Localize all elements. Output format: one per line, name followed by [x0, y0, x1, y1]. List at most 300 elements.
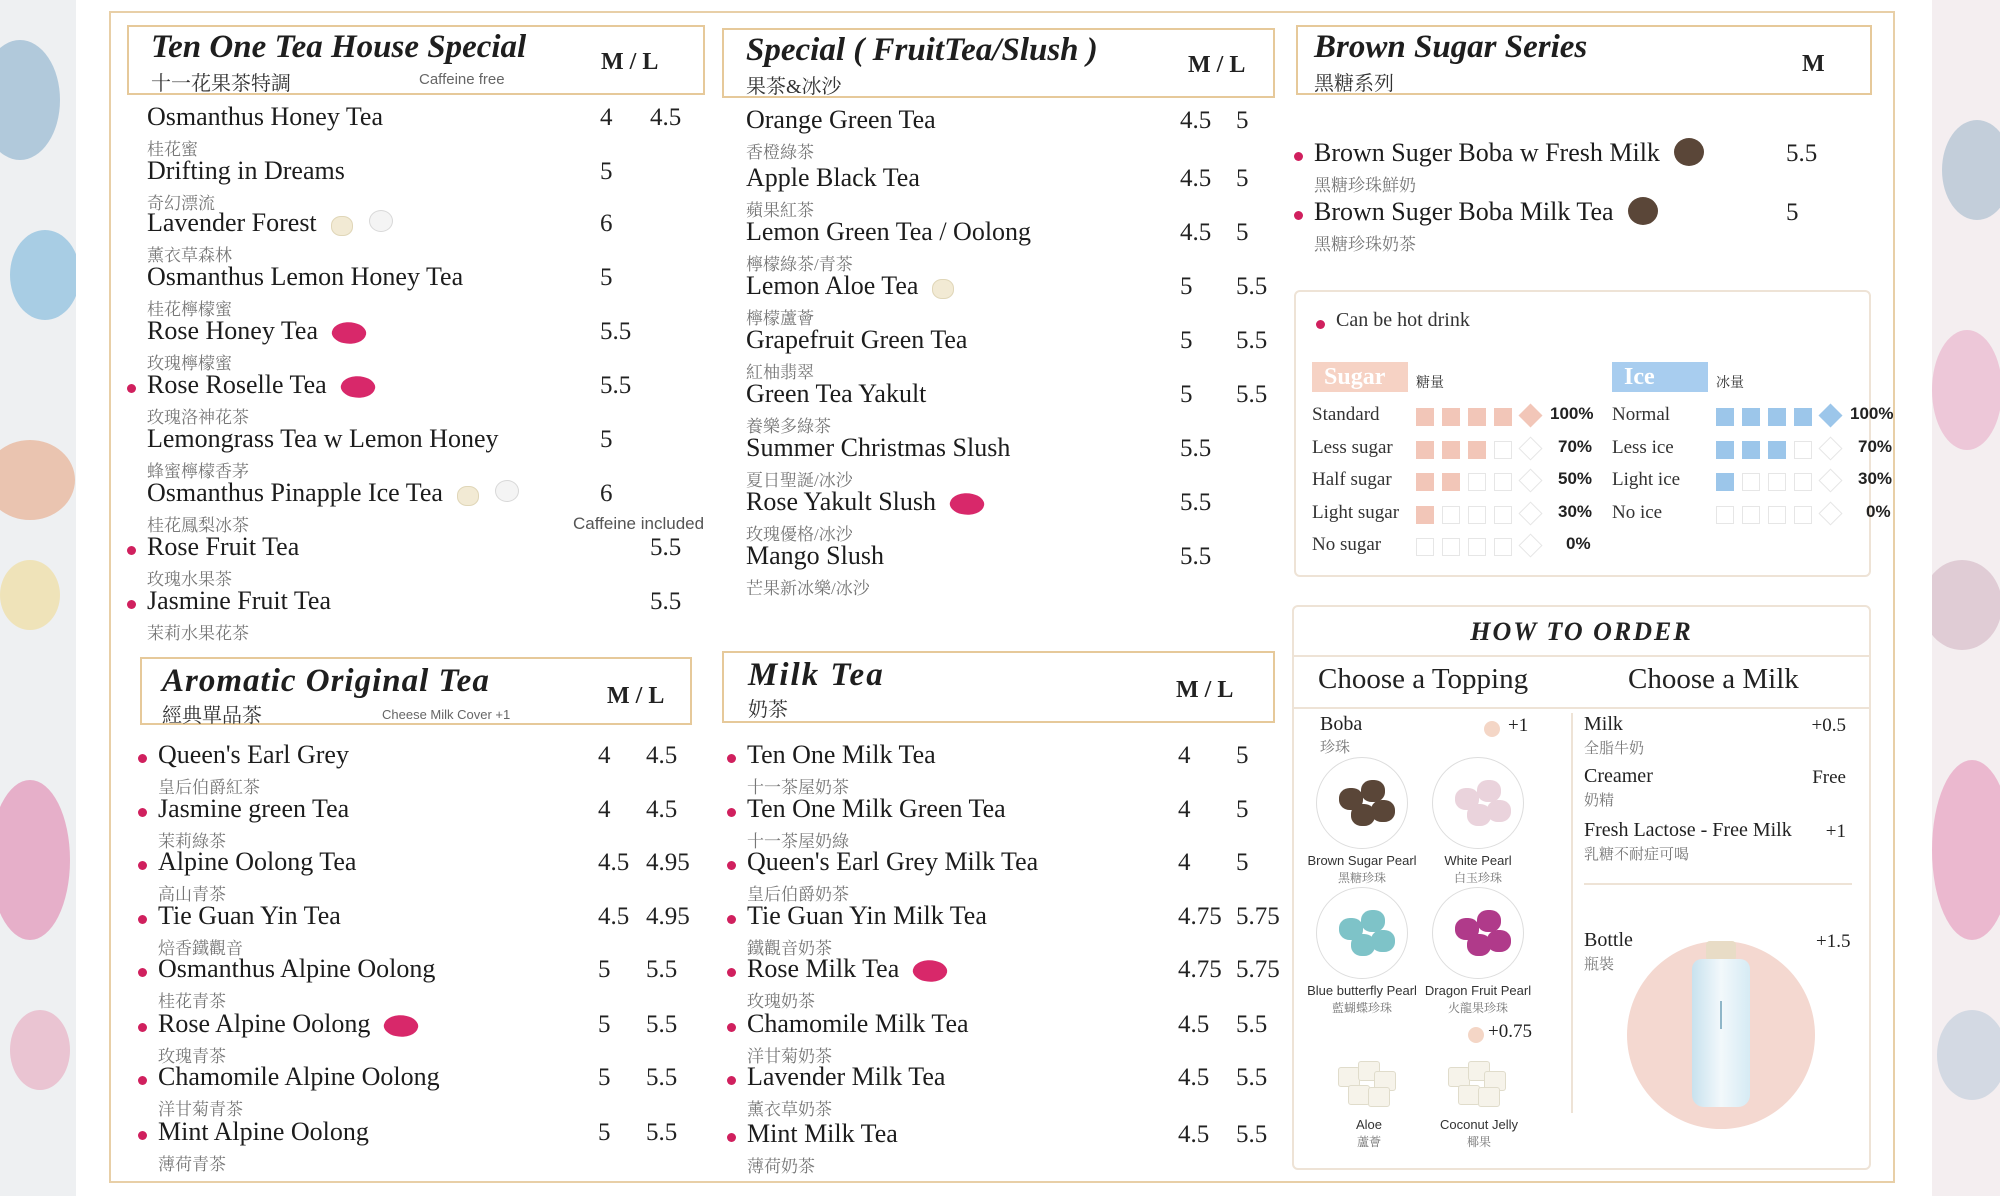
- item-chinese-name: 薄荷青茶: [158, 1155, 226, 1174]
- menu-item: [747, 1009, 1307, 1066]
- level-square: [1442, 506, 1460, 524]
- item-chinese-name: 茉莉水果花茶: [147, 624, 249, 643]
- item-name: Lavender Milk Tea: [747, 1062, 946, 1091]
- milk-option[interactable]: [1584, 819, 1854, 865]
- jelly-image[interactable]: [1444, 1057, 1514, 1113]
- item-name: Chamomile Alpine Oolong: [158, 1062, 440, 1091]
- ice-tag: [1612, 362, 1708, 392]
- level-square: [1468, 538, 1486, 556]
- pearl-shape: [1487, 930, 1511, 952]
- price-large: 5.5: [1236, 1064, 1268, 1091]
- hot-drink-dot: [127, 600, 136, 609]
- item-chinese-name: 皇后伯爵紅茶: [158, 778, 260, 797]
- level-row: [1312, 437, 1593, 461]
- price-large: 5.5: [1236, 1011, 1268, 1038]
- menu-item: [147, 262, 707, 319]
- level-square: [1468, 441, 1486, 459]
- pearl-shape: [1371, 930, 1395, 952]
- menu-item: [1314, 197, 1874, 254]
- milk-name: Milk: [1584, 713, 1623, 735]
- item-name: Rose Fruit Tea: [147, 532, 300, 561]
- jelly-cube: [1338, 1067, 1360, 1087]
- item-name: Lavender Forest: [147, 208, 317, 237]
- level-square: [1742, 408, 1760, 426]
- item-name: Tie Guan Yin Tea: [158, 901, 341, 930]
- hot-drink-dot: [727, 754, 736, 763]
- item-name: Osmanthus Lemon Honey Tea: [147, 262, 464, 291]
- level-square: [1768, 473, 1786, 491]
- level-square: [1794, 473, 1812, 491]
- order-vertical-divider: [1571, 713, 1573, 1113]
- ice-tag-label: Ice: [1624, 364, 1655, 390]
- item-name: Osmanthus Alpine Oolong: [158, 954, 436, 983]
- price-large: 5: [1236, 107, 1249, 134]
- aloe-icon: [932, 279, 954, 299]
- price-large: 5.5: [646, 1064, 678, 1091]
- price-large: 4.5: [646, 742, 678, 769]
- hot-drink-dot: [727, 808, 736, 817]
- menu-item: [747, 901, 1307, 958]
- item-chinese-name: 奇幻漂流: [147, 194, 215, 213]
- level-diamond: [1818, 403, 1842, 427]
- rose-petal-icon: [339, 373, 377, 402]
- price-medium: 4: [600, 104, 613, 131]
- menu-item: [158, 1062, 718, 1119]
- item-chinese-name: 芒果新冰樂/冰沙: [746, 579, 870, 598]
- item-name: Orange Green Tea: [746, 105, 936, 134]
- jelly-cube: [1448, 1067, 1470, 1087]
- price-medium: 4: [1178, 796, 1191, 823]
- level-row: [1612, 469, 1893, 493]
- level-square: [1416, 538, 1434, 556]
- level-square: [1794, 441, 1812, 459]
- topping-chinese-name: 藍蝴蝶珍珠: [1331, 1001, 1392, 1015]
- menu-item: [746, 541, 1306, 598]
- level-label: Light ice: [1612, 469, 1681, 490]
- jelly-cube: [1348, 1085, 1370, 1105]
- item-chinese-name: 桂花蜜: [147, 140, 198, 159]
- milk-option[interactable]: [1584, 765, 1854, 811]
- menu-item: [746, 379, 1306, 436]
- level-diamond: [1818, 436, 1842, 460]
- price-large: 5.5: [1236, 327, 1268, 354]
- level-percent: 50%: [1558, 469, 1593, 488]
- price-medium: 5: [1786, 199, 1799, 226]
- item-chinese-name: 玫瑰青茶: [158, 1047, 226, 1066]
- level-square: [1442, 473, 1460, 491]
- level-label: Less ice: [1612, 437, 1674, 458]
- item-chinese-name: 玫瑰奶茶: [747, 992, 815, 1011]
- heading-underline: [1294, 707, 1869, 709]
- item-name: Rose Alpine Oolong: [158, 1009, 371, 1038]
- level-label: Half sugar: [1312, 469, 1392, 490]
- boba-price: +1: [1508, 715, 1529, 736]
- price-medium: 5.5: [1180, 543, 1212, 570]
- hot-drink-dot: [727, 1133, 736, 1142]
- item-name: Drifting in Dreams: [147, 156, 345, 185]
- price-medium: 5: [1180, 273, 1193, 300]
- price-medium: 5.5: [600, 372, 632, 399]
- jelly-cube: [1478, 1087, 1500, 1107]
- price-medium: 4.75: [1178, 903, 1222, 930]
- price-medium: 5: [598, 1011, 611, 1038]
- sugar-cn: 糖量: [1416, 376, 1444, 391]
- bottle-price: +1.5: [1816, 931, 1851, 952]
- item-chinese-name: 玫瑰水果茶: [147, 570, 232, 589]
- level-square: [1794, 506, 1812, 524]
- hot-drink-dot: [138, 968, 147, 977]
- level-square: [1742, 506, 1760, 524]
- menu-item: [746, 105, 1306, 162]
- menu-item: [147, 586, 707, 643]
- item-chinese-name: 黑糖珍珠奶茶: [1314, 235, 1416, 254]
- topping-heading: Choose a Topping: [1318, 663, 1529, 695]
- hot-drink-dot: [138, 808, 147, 817]
- jelly-cube: [1368, 1087, 1390, 1107]
- hot-drink-dot: [727, 1076, 736, 1085]
- item-chinese-name: 桂花檸檬蜜: [147, 300, 232, 319]
- bottle-name: Bottle: [1584, 929, 1633, 951]
- item-name: Osmanthus Honey Tea: [147, 102, 383, 131]
- jelly-chinese-name: 蘆薈: [1356, 1135, 1381, 1149]
- menu-item: [746, 217, 1306, 274]
- pearl-shape: [1371, 800, 1395, 822]
- level-row: [1312, 404, 1594, 428]
- menu-item: [747, 1119, 1307, 1176]
- menu-item: [147, 424, 707, 481]
- pearl-icon: [369, 210, 393, 232]
- boba-label: Boba: [1320, 713, 1363, 735]
- level-percent: 0%: [1566, 534, 1591, 553]
- level-percent: 30%: [1858, 469, 1893, 488]
- level-diamond: [1518, 436, 1542, 460]
- topping-name: Blue butterfly Pearl: [1307, 983, 1417, 998]
- hot-drink-dot: [727, 968, 736, 977]
- item-chinese-name: 十一茶屋奶茶: [747, 778, 849, 797]
- menu-item: [1314, 138, 1874, 195]
- item-name: Brown Suger Boba Milk Tea: [1314, 197, 1614, 226]
- milk-heading: Choose a Milk: [1628, 663, 1799, 695]
- level-square: [1494, 506, 1512, 524]
- jelly-name: Coconut Jelly: [1439, 1117, 1519, 1132]
- item-name: Summer Christmas Slush: [746, 433, 1011, 462]
- topping-image[interactable]: [1432, 887, 1524, 979]
- item-chinese-name: 焙香鐵觀音: [158, 939, 243, 958]
- item-chinese-name: 蘋果紅茶: [746, 201, 814, 220]
- price-large: 5: [1236, 219, 1249, 246]
- section-title: Milk Tea: [748, 657, 885, 693]
- section-note: Caffeine free: [419, 71, 505, 88]
- level-square: [1742, 473, 1760, 491]
- size-header: M / L: [607, 683, 665, 709]
- level-percent: 100%: [1550, 404, 1594, 423]
- menu-item: [746, 433, 1306, 490]
- hot-drink-dot: [138, 1131, 147, 1140]
- menu-item: [747, 847, 1307, 904]
- section-title: Brown Sugar Series: [1314, 29, 1588, 65]
- level-percent: 70%: [1858, 437, 1893, 456]
- menu-item: [147, 208, 707, 265]
- menu-item: [147, 316, 707, 373]
- level-square: [1494, 473, 1512, 491]
- sugar-tag: [1312, 362, 1408, 392]
- item-chinese-name: 夏日聖誕/冰沙: [746, 471, 853, 490]
- item-name: Osmanthus Pinapple Ice Tea: [147, 478, 443, 507]
- price-large: 4.95: [646, 903, 690, 930]
- milk-option[interactable]: [1584, 713, 1854, 759]
- sugar-tag-label: Sugar: [1324, 364, 1386, 390]
- item-name: Apple Black Tea: [746, 163, 920, 192]
- price-medium: 4.5: [1178, 1011, 1210, 1038]
- item-name: Tie Guan Yin Milk Tea: [747, 901, 987, 930]
- hot-drink-note: Can be hot drink: [1336, 309, 1470, 331]
- price-large: 4.5: [650, 104, 682, 131]
- price-large: 5.5: [646, 956, 678, 983]
- level-square: [1494, 538, 1512, 556]
- size-header: M / L: [1188, 52, 1246, 78]
- hot-drink-dot: [138, 754, 147, 763]
- level-square: [1416, 506, 1434, 524]
- item-chinese-name: 洋甘菊奶茶: [747, 1047, 832, 1066]
- price-medium: 6: [600, 480, 613, 507]
- menu-item: [746, 325, 1306, 382]
- item-chinese-name: 檸檬綠茶/青茶: [746, 255, 853, 274]
- jelly-chinese-name: 椰果: [1466, 1135, 1491, 1149]
- bottle-cn: 瓶裝: [1584, 957, 1615, 973]
- level-diamond: [1518, 501, 1542, 525]
- item-chinese-name: 檸檬蘆薈: [746, 309, 814, 328]
- level-square: [1494, 441, 1512, 459]
- hot-drink-dot: [727, 1023, 736, 1032]
- price-medium: 4.5: [1180, 165, 1212, 192]
- section-title: Ten One Tea House Special: [151, 29, 527, 65]
- item-chinese-name: 薄荷奶茶: [747, 1157, 815, 1176]
- price-large: 5: [1236, 849, 1249, 876]
- milk-chinese-name: 乳糖不耐症可喝: [1584, 847, 1690, 863]
- item-chinese-name: 紅柚翡翠: [746, 363, 814, 382]
- level-row: [1612, 404, 1894, 428]
- price-medium: 5.5: [1180, 489, 1212, 516]
- price-large: 4.5: [646, 796, 678, 823]
- hot-drink-dot: [138, 1023, 147, 1032]
- pearl-shape: [1361, 910, 1385, 932]
- item-name: Rose Honey Tea: [147, 316, 318, 345]
- price-medium: 4.5: [598, 903, 630, 930]
- rose-petal-icon: [330, 319, 368, 348]
- hot-drink-dot: [127, 384, 136, 393]
- milk-name: Fresh Lactose - Free Milk: [1584, 819, 1792, 841]
- menu-item: [746, 271, 1306, 328]
- menu-item: [747, 954, 1307, 1011]
- level-percent: 70%: [1558, 437, 1593, 456]
- item-name: Lemon Aloe Tea: [746, 271, 919, 300]
- price-large: 4.95: [646, 849, 690, 876]
- milk-chinese-name: 全脂牛奶: [1584, 741, 1645, 757]
- item-name: Mango Slush: [746, 541, 884, 570]
- price-large: 5.5: [646, 1011, 678, 1038]
- menu-item: [147, 102, 707, 159]
- pearl-icon: [457, 486, 479, 506]
- level-row: [1612, 437, 1893, 461]
- level-square: [1768, 506, 1786, 524]
- price-large: 5.5: [646, 1119, 678, 1146]
- level-square: [1716, 441, 1734, 459]
- level-square: [1768, 441, 1786, 459]
- price-large: 5.75: [1236, 903, 1280, 930]
- price-medium: 5: [598, 1119, 611, 1146]
- item-name: Lemongrass Tea w Lemon Honey: [147, 424, 499, 453]
- level-row: [1312, 534, 1591, 558]
- price-large: 5: [1236, 796, 1249, 823]
- item-chinese-name: 茉莉綠茶: [158, 832, 226, 851]
- item-name: Queen's Earl Grey Milk Tea: [747, 847, 1039, 876]
- item-chinese-name: 玫瑰洛神花茶: [147, 408, 249, 427]
- rose-petal-icon: [911, 957, 949, 986]
- item-chinese-name: 十一茶屋奶綠: [747, 832, 849, 851]
- menu-item: [158, 794, 718, 851]
- topping-name: Dragon Fruit Pearl: [1424, 983, 1532, 998]
- level-square: [1442, 408, 1460, 426]
- milk-chinese-name: 奶精: [1584, 793, 1615, 809]
- section-subtitle: 經典單品茶: [162, 705, 262, 727]
- menu-item: [158, 847, 718, 904]
- hot-drink-dot: [138, 915, 147, 924]
- item-name: Brown Suger Boba w Fresh Milk: [1314, 138, 1660, 167]
- topping-image[interactable]: [1316, 887, 1408, 979]
- price-medium: 4.5: [1178, 1064, 1210, 1091]
- milk-price: +0.5: [1811, 715, 1846, 736]
- level-percent: 0%: [1866, 502, 1891, 521]
- level-square: [1716, 408, 1734, 426]
- level-square: [1768, 408, 1786, 426]
- menu-item: [158, 1117, 718, 1174]
- hot-drink-dot: [727, 861, 736, 870]
- price-medium: 5: [598, 1064, 611, 1091]
- menu-item: [158, 901, 718, 958]
- item-chinese-name: 玫瑰優格/冰沙: [746, 525, 853, 544]
- section-title: Aromatic Original Tea: [162, 663, 490, 699]
- price-medium: 5: [598, 956, 611, 983]
- jelly-image[interactable]: [1334, 1057, 1404, 1113]
- boba-icon: [1674, 138, 1704, 166]
- level-row: [1612, 502, 1891, 526]
- legend-box: [1294, 290, 1894, 577]
- price-medium: 5: [600, 426, 613, 453]
- price-medium: 4: [598, 742, 611, 769]
- menu-item: [158, 1009, 718, 1066]
- menu-item: [747, 740, 1307, 797]
- level-diamond: [1518, 468, 1542, 492]
- item-chinese-name: 桂花青茶: [158, 992, 226, 1011]
- section-title: Special ( FruitTea/Slush ): [746, 32, 1098, 68]
- price-medium: 5.5: [600, 318, 632, 345]
- level-square: [1442, 441, 1460, 459]
- item-chinese-name: 桂花鳳梨冰茶: [147, 516, 249, 535]
- jelly-name: Aloe: [1355, 1117, 1383, 1132]
- pearl-shape: [1477, 910, 1501, 932]
- hot-drink-dot: [1294, 211, 1303, 220]
- level-label: No sugar: [1312, 534, 1382, 555]
- house-special-header: [127, 25, 705, 95]
- level-square: [1442, 538, 1460, 556]
- milk-name: Creamer: [1584, 765, 1653, 787]
- level-square: [1494, 408, 1512, 426]
- menu-item: [747, 1062, 1307, 1119]
- level-square: [1716, 506, 1734, 524]
- boba-cn: 珍珠: [1320, 740, 1351, 756]
- jelly-price-dot: [1468, 1027, 1484, 1043]
- level-square: [1416, 441, 1434, 459]
- aromatic-header: [140, 657, 692, 725]
- jelly-price: +0.75: [1488, 1021, 1532, 1042]
- price-medium: 5: [1180, 327, 1193, 354]
- menu-item: [147, 156, 707, 213]
- level-label: Normal: [1612, 404, 1671, 425]
- bottle-icon: [1682, 941, 1760, 1107]
- level-diamond: [1818, 501, 1842, 525]
- price-large: 5: [1236, 165, 1249, 192]
- size-header: M: [1802, 51, 1825, 77]
- topping-image[interactable]: [1432, 757, 1524, 849]
- price-medium: 4.75: [1178, 956, 1222, 983]
- hot-drink-dot: [727, 915, 736, 924]
- level-square: [1416, 473, 1434, 491]
- level-label: Less sugar: [1312, 437, 1393, 458]
- price-large: 5.5: [1236, 381, 1268, 408]
- item-chinese-name: 鐵觀音奶茶: [747, 939, 832, 958]
- fruit-tea-header: [722, 28, 1275, 98]
- price-medium: 4: [598, 796, 611, 823]
- item-note: Caffeine included: [573, 514, 705, 533]
- topping-image[interactable]: [1316, 757, 1408, 849]
- item-chinese-name: 黑糖珍珠鮮奶: [1314, 176, 1416, 195]
- pearl-shape: [1477, 780, 1501, 802]
- section-subtitle: 奶茶: [748, 699, 788, 721]
- milk-tea-header: [722, 651, 1275, 723]
- level-label: Standard: [1312, 404, 1380, 425]
- level-square: [1794, 408, 1812, 426]
- hot-drink-dot: [127, 546, 136, 555]
- menu-item: [147, 370, 707, 427]
- menu-item: [147, 532, 707, 589]
- level-square: [1716, 473, 1734, 491]
- jelly-cube: [1458, 1085, 1480, 1105]
- order-title: HOW TO ORDER: [1470, 617, 1693, 646]
- level-square: [1416, 408, 1434, 426]
- item-name: Mint Milk Tea: [747, 1119, 898, 1148]
- item-name: Queen's Earl Grey: [158, 740, 349, 769]
- item-chinese-name: 洋甘菊青茶: [158, 1100, 243, 1119]
- rose-petal-icon: [382, 1012, 420, 1041]
- price-large: 5.5: [1236, 273, 1268, 300]
- pearl-icon: [331, 216, 353, 236]
- section-note: Cheese Milk Cover +1: [382, 707, 511, 722]
- item-name: Lemon Green Tea / Oolong: [746, 217, 1032, 246]
- price-medium: 4.5: [1180, 107, 1212, 134]
- topping-name: Brown Sugar Pearl: [1307, 853, 1417, 868]
- price-large: 5: [1236, 742, 1249, 769]
- item-chinese-name: 薰衣草森林: [147, 246, 232, 265]
- milk-price: Free: [1812, 767, 1846, 788]
- item-chinese-name: 薰衣草奶茶: [747, 1100, 832, 1119]
- item-name: Grapefruit Green Tea: [746, 325, 968, 354]
- item-name: Rose Yakult Slush: [746, 487, 936, 516]
- menu-item: [158, 954, 718, 1011]
- menu-item: [746, 163, 1306, 220]
- hot-drink-dot: [138, 861, 147, 870]
- order-divider: [1294, 655, 1869, 657]
- size-header: M / L: [1176, 677, 1234, 703]
